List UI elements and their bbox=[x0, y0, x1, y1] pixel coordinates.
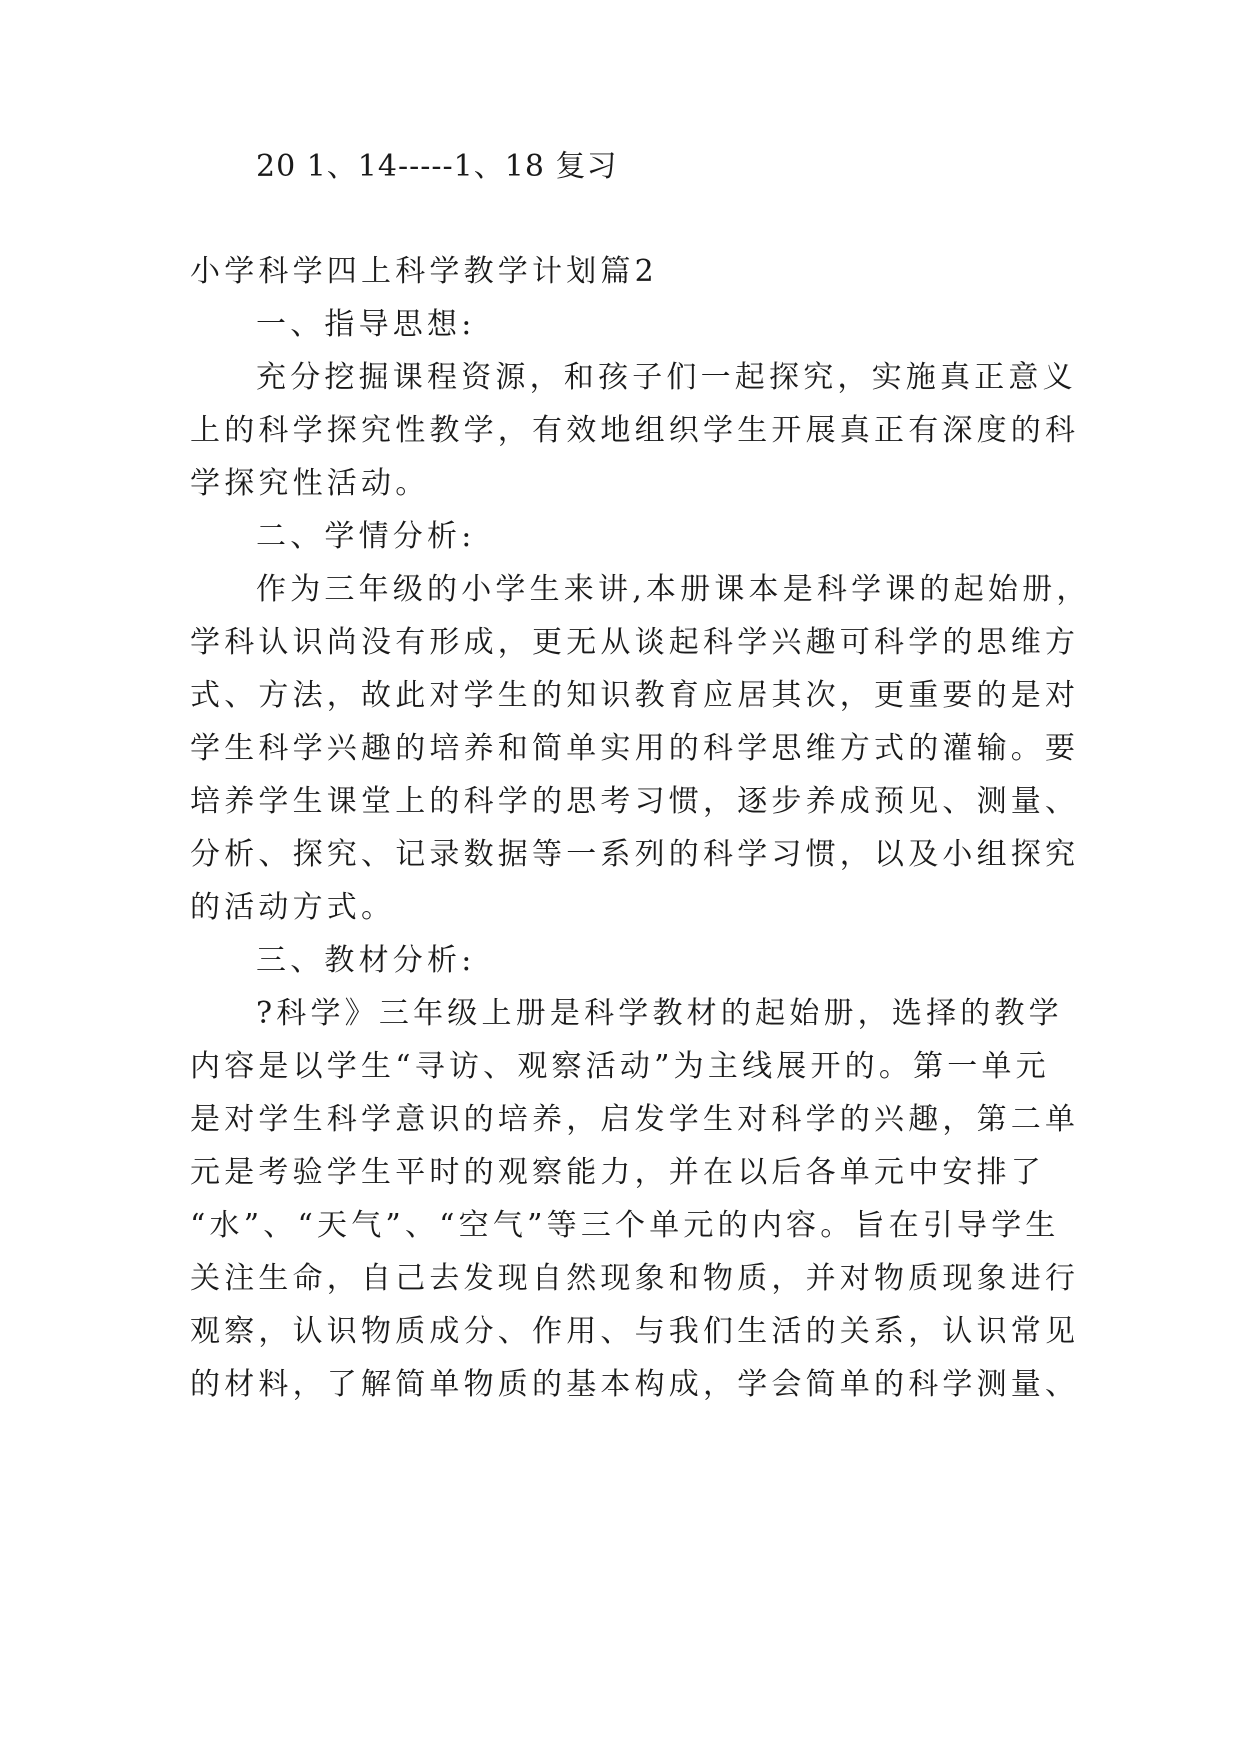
paragraph-line: 观察，认识物质成分、作用、与我们生活的关系，认识常见 bbox=[190, 1314, 1080, 1349]
paragraph-line: 充分挖掘课程资源，和孩子们一起探究，实施真正意义 bbox=[256, 360, 1077, 395]
heading-textbook-analysis: 三、教材分析: bbox=[256, 943, 476, 978]
paragraph-line: 分析、探究、记录数据等一系列的科学习惯，以及小组探究 bbox=[190, 837, 1080, 872]
paragraph-line: ?科学》三年级上册是科学教材的起始册，选择的教学 bbox=[256, 996, 1063, 1031]
paragraph-line: “水”、“天气”、“空气”等三个单元的内容。旨在引导学生 bbox=[190, 1208, 1060, 1243]
heading-guiding-ideology: 一、指导思想: bbox=[256, 307, 476, 342]
paragraph-line: 的活动方式。 bbox=[190, 890, 396, 925]
paragraph-line: 学科认识尚没有形成，更无从谈起科学兴趣可科学的思维方 bbox=[190, 625, 1080, 660]
paragraph-line: 是对学生科学意识的培养，启发学生对科学的兴趣，第二单 bbox=[190, 1102, 1080, 1137]
paragraph-line: 学生科学兴趣的培养和简单实用的科学思维方式的灌输。要 bbox=[190, 731, 1080, 766]
paragraph-line: 培养学生课堂上的科学的思考习惯，逐步养成预见、测量、 bbox=[190, 784, 1080, 819]
paragraph-line: 式、方法，故此对学生的知识教育应居其次，更重要的是对 bbox=[190, 678, 1080, 713]
paragraph-line: 元是考验学生平时的观察能力，并在以后各单元中安排了 bbox=[190, 1155, 1045, 1190]
paragraph-line: 关注生命，自己去发现自然现象和物质，并对物质现象进行 bbox=[190, 1261, 1080, 1296]
section-title: 小学科学四上科学教学计划篇2 bbox=[190, 254, 658, 289]
paragraph-line: 内容是以学生“寻访、观察活动”为主线展开的。第一单元 bbox=[190, 1049, 1050, 1084]
paragraph-line: 上的科学探究性教学，有效地组织学生开展真正有深度的科 bbox=[190, 413, 1080, 448]
paragraph-line: 学探究性活动。 bbox=[190, 466, 430, 501]
schedule-line: 20 1、14-----1、18 复习 bbox=[256, 149, 618, 184]
paragraph-line: 的材料，了解简单物质的基本构成，学会简单的科学测量、 bbox=[190, 1367, 1080, 1402]
heading-student-analysis: 二、学情分析: bbox=[256, 519, 476, 554]
paragraph-line: 作为三年级的小学生来讲,本册课本是科学课的起始册， bbox=[256, 572, 1091, 607]
